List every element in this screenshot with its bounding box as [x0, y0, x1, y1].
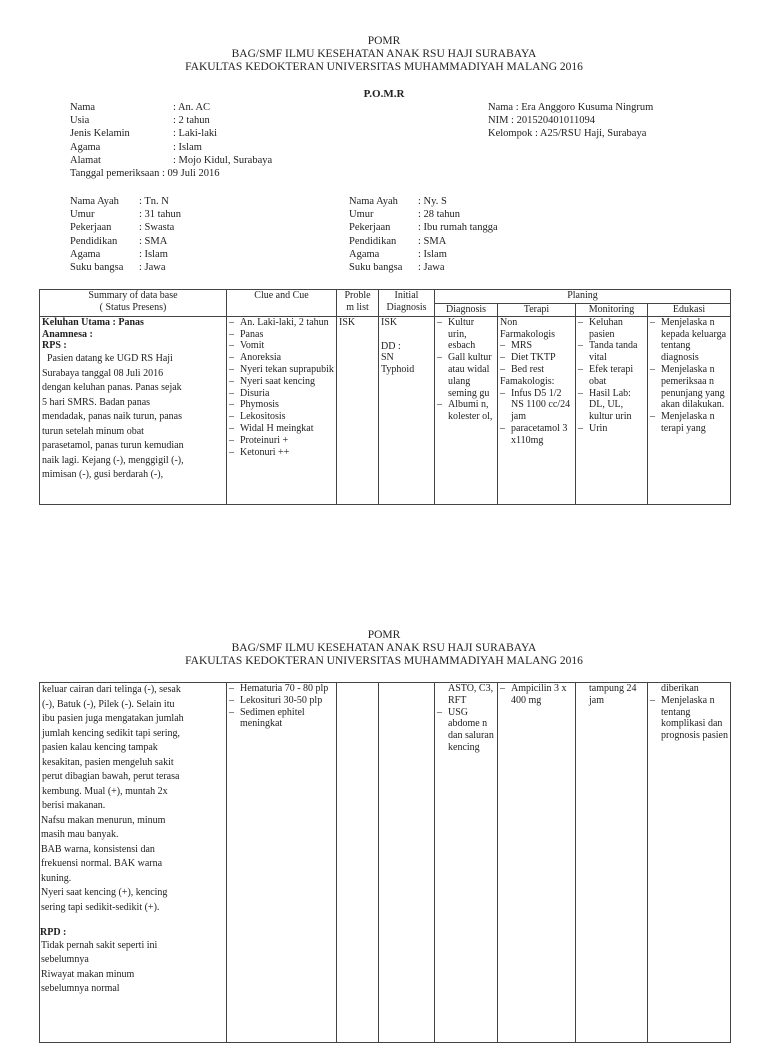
mother-job-label: Pekerjaan	[349, 222, 391, 233]
anamnesa-label: Anamnesa :	[42, 328, 93, 340]
list-item	[40, 939, 225, 968]
rps-line: naik lagi. Kejang (-), menggigil (-),	[42, 454, 184, 466]
summary-line: perut dibagian bawah, perut terasa	[42, 771, 180, 782]
diagnosis-header: Diagnosis	[435, 304, 498, 317]
summary-bullet-list	[40, 814, 225, 916]
bullet-line: – Tidak pernah sakit seperti ini	[41, 939, 158, 951]
father-name-value: : Tn. N	[139, 196, 169, 207]
list-item: – Nyeri tekan suprapubik	[229, 364, 334, 376]
bullet-line: – Riwayat makan minum	[41, 968, 135, 980]
bullet-line: – Nyeri saat kencing (+), kencing	[41, 887, 168, 898]
summary-line: berisi makanan.	[42, 800, 106, 811]
terapi-non-list	[500, 340, 573, 375]
summary-line: kesakitan, pasien mengeluh sakit	[42, 756, 174, 768]
problem-header-line2: m list	[346, 301, 369, 313]
list-item: – Menjelaska n kepada keluarga tentang diagnosis	[650, 317, 728, 364]
list-item: – Urin	[578, 423, 645, 435]
summary-line: ibu pasien juga mengatakan jumlah	[42, 713, 184, 724]
chief-complaint: Keluhan Utama : Panas	[42, 316, 144, 328]
bullet-line: sebelumnya normal	[41, 983, 120, 995]
list-item: – paracetamol 3 x110mg	[500, 423, 573, 447]
mother-religion-value: : Islam	[418, 249, 447, 260]
edukasi-continued: diberikan	[661, 683, 699, 694]
terapi-header: Terapi	[498, 304, 576, 317]
list-item: – Menjelaska n terapi yang	[650, 411, 728, 435]
diagnosis-list	[437, 707, 495, 754]
bullet-line: kuning.	[41, 872, 72, 884]
father-name-label: Nama Ayah	[70, 196, 119, 207]
list-item: – USG abdome n dan saluran kencing	[437, 707, 495, 754]
terapi-cell	[498, 683, 576, 1043]
father-age-label: Umur	[70, 209, 95, 220]
rpd-label: RPD :	[40, 927, 67, 938]
list-item: – Disuria	[229, 388, 334, 400]
mother-religion-label: Agama	[349, 249, 380, 260]
header-title-pomr: POMR	[367, 629, 401, 641]
list-item: – Ketonuri ++	[229, 447, 334, 459]
monitoring-header: Monitoring	[576, 304, 648, 317]
pomr-table-page2	[39, 682, 731, 1043]
clue-header: Clue and Cue	[227, 290, 337, 317]
header-faculty: FAKULTAS KEDOKTERAN UNIVERSITAS MUHAMMADIYAH MALANG 2016	[185, 61, 583, 73]
mother-education-label: Pendidikan	[349, 236, 397, 247]
list-item: – Menjelaska n tentang komplikasi dan prognosis pasien	[650, 695, 728, 742]
list-item: – Sedimen ephitel meningkat	[229, 707, 334, 731]
list-item	[40, 814, 225, 843]
bullet-line: – Nafsu makan menurun, minum	[41, 814, 166, 826]
exam-date: Tanggal pemeriksaan : 09 Juli 2016	[70, 168, 220, 179]
pomr-table-page1	[39, 289, 731, 505]
list-item: – Panas	[229, 329, 334, 341]
list-item: – Lekosituri 30-50 plp	[229, 695, 334, 707]
edukasi-list	[650, 695, 728, 742]
list-item: – Albumi n, kolester ol,	[437, 399, 495, 423]
father-ethnicity-value: : Jawa	[139, 262, 166, 273]
father-religion-value: : Islam	[139, 249, 168, 260]
summary-line: pasien kalau kencing tampak	[42, 742, 158, 753]
summary-header-line1: Summary of data base	[88, 290, 178, 301]
list-item: – Proteinuri +	[229, 435, 334, 447]
student-nim: NIM : 201520401011094	[488, 115, 595, 126]
table-header-row-1	[40, 290, 731, 304]
list-item: – Diet TKTP	[500, 352, 573, 364]
bullet-line: sebelumnya	[41, 954, 89, 966]
rps-line: turun setelah minum obat	[42, 425, 144, 437]
father-age-value: : 31 tahun	[139, 209, 181, 220]
bullet-line: – BAB warna, konsistensi dan	[41, 843, 155, 855]
summary-cell	[40, 683, 227, 1043]
summary-cell	[40, 316, 227, 504]
edukasi-cell	[648, 316, 731, 504]
clue-cell	[227, 316, 337, 504]
student-name: Nama : Era Anggoro Kusuma Ningrum	[488, 102, 654, 113]
list-item: – Hasil Lab: DL, UL, kultur urin	[578, 388, 645, 423]
patient-address-value: : Mojo Kidul, Surabaya	[173, 155, 273, 166]
terapi-list	[500, 683, 573, 707]
header-faculty: FAKULTAS KEDOKTERAN UNIVERSITAS MUHAMMADIYAH MALANG 2016	[185, 655, 583, 667]
monitoring-cell	[576, 316, 648, 504]
problem-header-line1: Proble	[344, 290, 371, 301]
mother-age-label: Umur	[349, 209, 374, 220]
problem-header	[337, 290, 379, 317]
terapi-farm-label: Famakologis:	[500, 375, 555, 387]
mother-name-value: : Ny. S	[418, 196, 447, 207]
list-item: – Phymosis	[229, 399, 334, 411]
patient-address-label: Alamat	[70, 155, 101, 166]
terapi-non-label: Non Farmakologis	[500, 316, 555, 340]
father-ethnicity-label: Suku bangsa	[70, 262, 124, 273]
initial-isk: ISK	[381, 316, 398, 328]
patient-age-value: : 2 tahun	[173, 115, 210, 126]
father-job-value: : Swasta	[139, 222, 175, 233]
initial-diagnosis-cell	[379, 683, 435, 1043]
bullet-line: masih mau banyak.	[41, 829, 119, 840]
rps-line: mimisan (-), gusi berdarah (-),	[42, 469, 164, 481]
initial-header-line2: Diagnosis	[386, 301, 427, 313]
rps-label: RPS :	[42, 340, 67, 352]
list-item: – An. Laki-laki, 2 tahun	[229, 317, 334, 329]
edukasi-header: Edukasi	[648, 304, 731, 317]
initial-header-line1: Initial	[394, 290, 419, 301]
list-item: – Gall kultur atau widal ulang seming gu	[437, 352, 495, 399]
mother-ethnicity-label: Suku bangsa	[349, 262, 403, 273]
list-item: – Infus D5 1/2 NS 1100 cc/24 jam	[500, 388, 573, 423]
monitoring-cell	[576, 683, 648, 1043]
terapi-farm-list	[500, 388, 573, 447]
list-item: – Vomit	[229, 340, 334, 352]
list-item: – Hematuria 70 - 80 plp	[229, 683, 334, 695]
list-item: – Widal H meingkat	[229, 423, 334, 435]
terapi-cell	[498, 316, 576, 504]
summary-line: (-), Batuk (-), Pilek (-). Selain itu	[42, 698, 175, 710]
patient-name-value: : An. AC	[173, 102, 211, 113]
father-job-label: Pekerjaan	[70, 222, 112, 233]
header-department: BAG/SMF ILMU KESEHATAN ANAK RSU HAJI SURABAYA	[231, 642, 537, 654]
problem-cell: ISK	[337, 316, 379, 504]
summary-line: jumlah kencing sedikit tapi sering,	[42, 727, 181, 739]
clue-list	[229, 683, 334, 730]
table-row-main	[40, 316, 731, 504]
list-item: – Efek terapi obat	[578, 364, 645, 388]
table-row-continued	[40, 683, 731, 1043]
list-item: – Anoreksia	[229, 352, 334, 364]
mother-name-label: Nama Ayah	[349, 196, 398, 207]
rps-line: parasetamol, panas turun kemudian	[42, 440, 184, 452]
clue-list	[229, 317, 334, 459]
student-group: Kelompok : A25/RSU Haji, Surabaya	[488, 128, 647, 139]
monitoring-list	[578, 317, 645, 435]
bullet-line: frekuensi normal. BAK warna	[41, 858, 163, 869]
rps-line: Surabaya tanggal 08 Juli 2016	[42, 367, 164, 379]
list-item: – Kultur urin, esbach	[437, 317, 495, 352]
patient-name-label: Nama	[70, 102, 96, 113]
father-religion-label: Agama	[70, 249, 101, 260]
rps-line: dengan keluhan panas. Panas sejak	[42, 382, 182, 394]
diagnosis-cell	[435, 316, 498, 504]
initial-header	[379, 290, 435, 317]
clue-cell	[227, 683, 337, 1043]
summary-header	[40, 290, 227, 317]
patient-religion-label: Agama	[70, 142, 101, 153]
list-item: – Ampicilin 3 x 400 mg	[500, 683, 573, 707]
list-item: – MRS	[500, 340, 573, 352]
initial-dd: DD :	[381, 340, 401, 352]
list-item: – Keluhan pasien	[578, 317, 645, 341]
edukasi-list	[650, 317, 728, 435]
rps-line: mendadak, panas naik turun, panas	[42, 411, 182, 423]
list-item: – Lekositosis	[229, 411, 334, 423]
list-item: – Menjelaska n pemeriksaa n penunjang yang akan dilakukan.	[650, 364, 728, 411]
rps-line: Pasien datang ke UGD RS Haji	[42, 353, 173, 365]
header-department: BAG/SMF ILMU KESEHATAN ANAK RSU HAJI SURABAYA	[231, 48, 537, 60]
list-item	[40, 968, 225, 997]
list-item: – Bed rest	[500, 364, 573, 376]
summary-line: keluar cairan dari telinga (-), sesak	[42, 684, 181, 695]
diagnosis-cell	[435, 683, 498, 1043]
list-item: – Tanda tanda vital	[578, 340, 645, 364]
patient-religion-value: : Islam	[173, 142, 202, 153]
list-item: – Nyeri saat kencing	[229, 376, 334, 388]
document-title: P.O.M.R	[363, 88, 405, 100]
summary-line: kembung. Mual (+), muntah 2x	[42, 785, 168, 797]
diagnosis-list	[437, 317, 495, 423]
bullet-line: sering tapi sedikit-sedikit (+).	[41, 901, 160, 913]
summary-header-line2: ( Status Presens)	[99, 301, 167, 313]
monitoring-continued: tampung 24 jam	[589, 683, 637, 706]
header-title-pomr: POMR	[367, 35, 401, 47]
rpd-list	[40, 939, 225, 997]
problem-cell	[337, 683, 379, 1043]
rps-line: 5 hari SMRS. Badan panas	[42, 396, 151, 408]
initial-typhoid: Typhoid	[381, 364, 415, 376]
father-education-value: : SMA	[139, 236, 168, 247]
patient-sex-label: Jenis Kelamin	[70, 128, 130, 139]
patient-sex-value: : Laki-laki	[173, 128, 218, 139]
mother-job-value: : Ibu rumah tangga	[418, 222, 498, 233]
list-item	[40, 886, 225, 915]
mother-ethnicity-value: : Jawa	[418, 262, 445, 273]
edukasi-cell	[648, 683, 731, 1043]
initial-sn: SN	[381, 352, 394, 364]
patient-age-label: Usia	[70, 115, 90, 126]
mother-education-value: : SMA	[418, 236, 447, 247]
initial-diagnosis-cell	[379, 316, 435, 504]
mother-age-value: : 28 tahun	[418, 209, 460, 220]
diagnosis-continued: ASTO, C3, RFT	[448, 683, 494, 706]
list-item	[40, 843, 225, 887]
father-education-label: Pendidikan	[70, 236, 118, 247]
planing-header: Planing	[435, 290, 731, 304]
